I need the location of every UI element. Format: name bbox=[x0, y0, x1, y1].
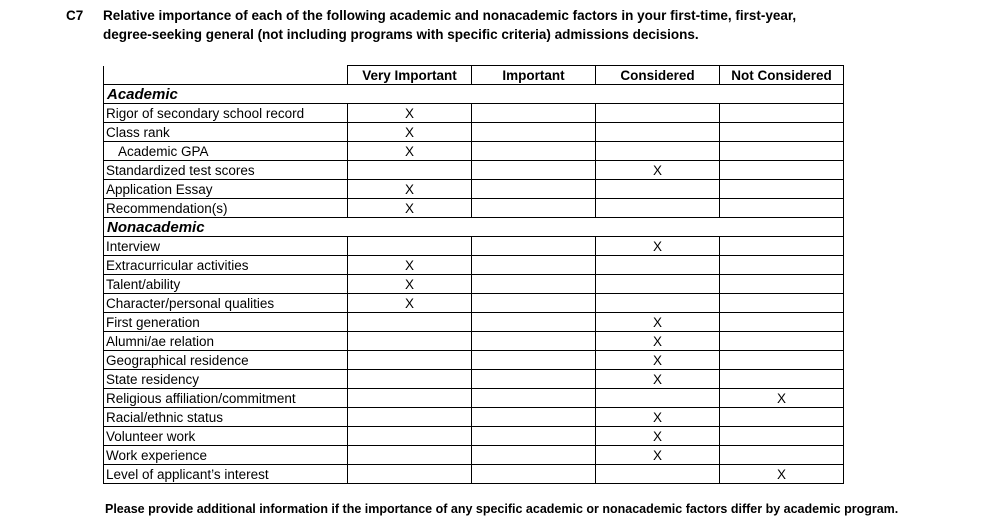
mark-cell-important bbox=[472, 104, 596, 123]
table-row bbox=[104, 427, 844, 446]
factor-label: Racial/ethnic status bbox=[104, 408, 348, 427]
section-title: Nonacademic bbox=[104, 218, 844, 237]
factor-label: Work experience bbox=[104, 446, 348, 465]
table-row bbox=[104, 389, 844, 408]
question-text: Relative importance of each of the following academic and nonacademic factors in your first-time, first-year, degree-seeking general (not including programs with specific criteria) admissions decisions. bbox=[103, 8, 797, 42]
mark-cell-important bbox=[472, 142, 596, 161]
mark-cell-considered bbox=[596, 294, 720, 313]
mark-cell-considered: X bbox=[596, 332, 720, 351]
section-row-academic bbox=[104, 85, 844, 104]
factor-label: Application Essay bbox=[104, 180, 348, 199]
table-row bbox=[104, 256, 844, 275]
mark-cell-very-important bbox=[348, 446, 472, 465]
admission-factors-table bbox=[103, 65, 844, 484]
mark-cell-very-important bbox=[348, 408, 472, 427]
mark-cell-not-considered bbox=[720, 370, 844, 389]
mark-cell-not-considered bbox=[720, 332, 844, 351]
mark-cell-important bbox=[472, 408, 596, 427]
mark-cell-not-considered bbox=[720, 161, 844, 180]
mark-cell-not-considered bbox=[720, 351, 844, 370]
mark-cell-not-considered bbox=[720, 294, 844, 313]
mark-cell-important bbox=[472, 256, 596, 275]
mark-cell-not-considered bbox=[720, 313, 844, 332]
footnote: Please provide additional information if the importance of any specific academic or nonacademic factors differ by academic program. bbox=[105, 502, 899, 516]
factor-label: Alumni/ae relation bbox=[104, 332, 348, 351]
mark-cell-very-important: X bbox=[348, 256, 472, 275]
factor-label: Interview bbox=[104, 237, 348, 256]
factor-label: Geographical residence bbox=[104, 351, 348, 370]
mark-cell-considered bbox=[596, 199, 720, 218]
table-row bbox=[104, 351, 844, 370]
mark-cell-not-considered bbox=[720, 446, 844, 465]
table-row bbox=[104, 142, 844, 161]
mark-cell-very-important bbox=[348, 332, 472, 351]
factor-label: Rigor of secondary school record bbox=[104, 104, 348, 123]
table-row bbox=[104, 465, 844, 484]
mark-cell-considered: X bbox=[596, 237, 720, 256]
factor-label: Extracurricular activities bbox=[104, 256, 348, 275]
column-header-considered: Considered bbox=[596, 66, 720, 85]
table-row bbox=[104, 275, 844, 294]
table-row bbox=[104, 446, 844, 465]
mark-cell-considered: X bbox=[596, 370, 720, 389]
mark-cell-considered: X bbox=[596, 161, 720, 180]
mark-cell-important bbox=[472, 199, 596, 218]
mark-cell-not-considered: X bbox=[720, 389, 844, 408]
question-block bbox=[66, 6, 826, 44]
mark-cell-not-considered bbox=[720, 427, 844, 446]
mark-cell-not-considered bbox=[720, 275, 844, 294]
mark-cell-important bbox=[472, 237, 596, 256]
section-row-nonacademic bbox=[104, 218, 844, 237]
factor-label: Standardized test scores bbox=[104, 161, 348, 180]
mark-cell-very-important bbox=[348, 161, 472, 180]
factor-label: Recommendation(s) bbox=[104, 199, 348, 218]
table-row bbox=[104, 123, 844, 142]
table-row bbox=[104, 313, 844, 332]
mark-cell-considered bbox=[596, 389, 720, 408]
mark-cell-not-considered bbox=[720, 123, 844, 142]
mark-cell-considered bbox=[596, 142, 720, 161]
factor-label: Character/personal qualities bbox=[104, 294, 348, 313]
table-row bbox=[104, 332, 844, 351]
column-header-important: Important bbox=[472, 66, 596, 85]
mark-cell-not-considered bbox=[720, 180, 844, 199]
mark-cell-very-important: X bbox=[348, 142, 472, 161]
mark-cell-considered bbox=[596, 104, 720, 123]
mark-cell-very-important bbox=[348, 465, 472, 484]
mark-cell-considered: X bbox=[596, 313, 720, 332]
factor-label: Volunteer work bbox=[104, 427, 348, 446]
mark-cell-important bbox=[472, 427, 596, 446]
mark-cell-very-important bbox=[348, 351, 472, 370]
mark-cell-not-considered bbox=[720, 142, 844, 161]
factor-label: Class rank bbox=[104, 123, 348, 142]
mark-cell-not-considered bbox=[720, 237, 844, 256]
mark-cell-very-important bbox=[348, 237, 472, 256]
mark-cell-important bbox=[472, 332, 596, 351]
table-row bbox=[104, 180, 844, 199]
table-row bbox=[104, 161, 844, 180]
mark-cell-very-important bbox=[348, 370, 472, 389]
mark-cell-considered: X bbox=[596, 408, 720, 427]
header-blank-cell bbox=[104, 66, 348, 85]
factor-label: State residency bbox=[104, 370, 348, 389]
mark-cell-important bbox=[472, 446, 596, 465]
mark-cell-important bbox=[472, 123, 596, 142]
table-row bbox=[104, 199, 844, 218]
mark-cell-very-important: X bbox=[348, 104, 472, 123]
table-row bbox=[104, 104, 844, 123]
mark-cell-very-important: X bbox=[348, 123, 472, 142]
mark-cell-very-important: X bbox=[348, 180, 472, 199]
mark-cell-considered: X bbox=[596, 427, 720, 446]
mark-cell-very-important bbox=[348, 389, 472, 408]
mark-cell-very-important: X bbox=[348, 275, 472, 294]
mark-cell-considered bbox=[596, 180, 720, 199]
section-title: Academic bbox=[104, 85, 844, 104]
mark-cell-important bbox=[472, 465, 596, 484]
mark-cell-important bbox=[472, 370, 596, 389]
factor-label: Academic GPA bbox=[104, 142, 348, 161]
mark-cell-considered bbox=[596, 465, 720, 484]
mark-cell-considered: X bbox=[596, 446, 720, 465]
mark-cell-considered bbox=[596, 256, 720, 275]
mark-cell-important bbox=[472, 275, 596, 294]
mark-cell-considered bbox=[596, 275, 720, 294]
table-row bbox=[104, 237, 844, 256]
column-header-very-important: Very Important bbox=[348, 66, 472, 85]
table-row bbox=[104, 294, 844, 313]
table-header-row bbox=[104, 66, 844, 85]
mark-cell-very-important: X bbox=[348, 294, 472, 313]
mark-cell-important bbox=[472, 294, 596, 313]
mark-cell-considered bbox=[596, 123, 720, 142]
mark-cell-not-considered bbox=[720, 256, 844, 275]
table-row bbox=[104, 408, 844, 427]
mark-cell-very-important bbox=[348, 427, 472, 446]
mark-cell-important bbox=[472, 389, 596, 408]
mark-cell-very-important bbox=[348, 313, 472, 332]
question-code: C7 bbox=[66, 8, 84, 23]
factor-label: Religious affiliation/commitment bbox=[104, 389, 348, 408]
mark-cell-important bbox=[472, 351, 596, 370]
mark-cell-not-considered bbox=[720, 104, 844, 123]
factor-label: First generation bbox=[104, 313, 348, 332]
factor-label: Level of applicant’s interest bbox=[104, 465, 348, 484]
mark-cell-not-considered: X bbox=[720, 465, 844, 484]
mark-cell-important bbox=[472, 313, 596, 332]
mark-cell-important bbox=[472, 180, 596, 199]
mark-cell-very-important: X bbox=[348, 199, 472, 218]
table-row bbox=[104, 370, 844, 389]
mark-cell-not-considered bbox=[720, 408, 844, 427]
mark-cell-not-considered bbox=[720, 199, 844, 218]
factor-label: Talent/ability bbox=[104, 275, 348, 294]
mark-cell-important bbox=[472, 161, 596, 180]
mark-cell-considered: X bbox=[596, 351, 720, 370]
table-body bbox=[104, 85, 844, 484]
column-header-not-considered: Not Considered bbox=[720, 66, 844, 85]
